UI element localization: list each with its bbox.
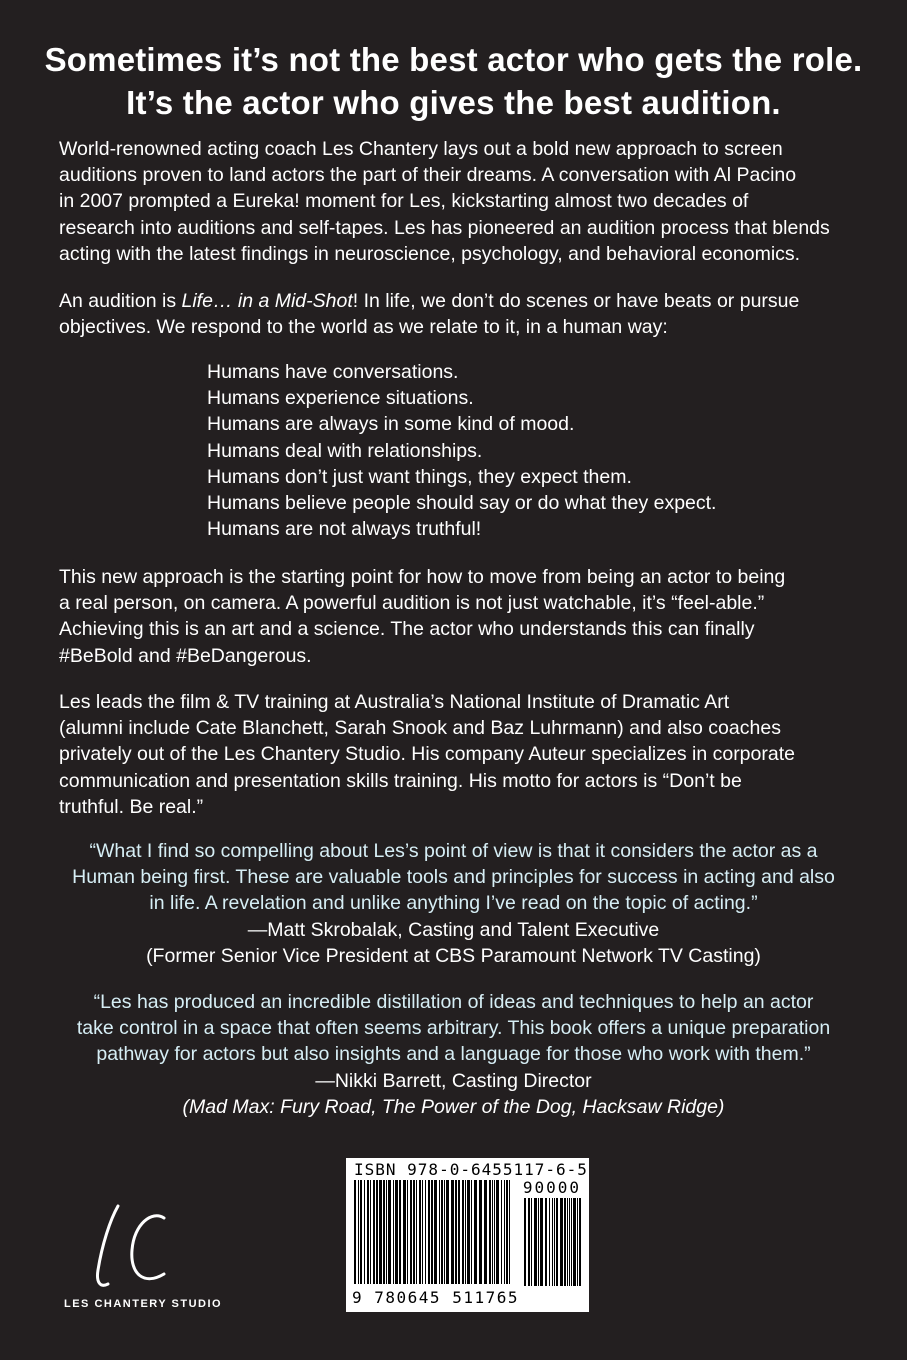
barcode-bar [416,1180,417,1284]
barcode-bar [376,1180,378,1284]
barcode-bar [509,1180,510,1284]
barcode-bar [474,1180,477,1284]
barcode-bar [434,1180,437,1284]
quote-attribution: —Nikki Barrett, Casting Director [315,1069,592,1092]
barcode-bar [455,1180,457,1284]
approach-paragraph [59,564,859,669]
barcode-bar [489,1180,491,1284]
barcode-bar [479,1180,482,1284]
addon-bar [560,1198,563,1286]
addon-bar [552,1198,553,1286]
text-line [59,288,859,314]
isbn-label: ISBN 978-0-6455117-6-5 [354,1160,588,1179]
barcode-bar [403,1180,406,1284]
addon-bar [534,1198,537,1286]
text-line: World-renowned acting coach Les Chantery lays out a bold new approach to screen [59,138,783,160]
audition-paragraph [59,288,859,340]
list-item: Humans are always in some kind of mood. [207,413,575,436]
addon-bar [573,1198,576,1286]
text-line: objectives. We respond to the world as we relate to it, in a human way: [59,316,668,339]
barcode-bar [492,1180,493,1284]
list-item: Humans don’t just want things, they expect them. [207,465,632,488]
addon-bar [567,1198,568,1286]
barcode-bar [446,1180,449,1284]
barcode-bar [467,1180,470,1284]
humans-list [207,359,716,542]
barcode-bar [462,1180,464,1284]
list-item: Humans believe people should say or do what they expect. [207,492,717,515]
studio-name: LES CHANTERY STUDIO [64,1298,223,1310]
quote-attribution-detail: (Mad Max: Fury Road, The Power of the Dog, Hacksaw Ridge) [182,1095,725,1118]
addon-bar [569,1198,570,1286]
list-item: Humans deal with relationships. [207,439,483,462]
headline [0,38,907,124]
quote-line: “What I find so compelling about Les’s point of view is that it considers the actor as a [89,840,818,862]
barcode-bar [428,1180,430,1284]
barcode-bar [360,1180,362,1284]
barcode-bar [395,1180,398,1284]
barcode-bar [501,1180,502,1284]
quote-line: take control in a space that often seems arbitrary. This book offers a unique preparation [76,1017,831,1040]
addon-bar [571,1198,572,1286]
addon-number: 90000 [522,1178,581,1197]
text-line: auditions proven to land actors the part of their dreams. A conversation with Al Pacino [59,164,797,187]
barcode-bar [393,1180,394,1284]
barcode-bar [354,1180,356,1284]
headline-line-2: It’s the actor who gives the best audition. [126,84,781,121]
barcode-bar [471,1180,472,1284]
audition-prefix: An audition is [59,290,182,312]
text-line: Achieving this is an art and a science. The actor who understands this can finally [59,618,755,641]
barcode-bar [383,1180,385,1284]
barcode-bar [419,1180,421,1284]
barcode-bar [506,1180,508,1284]
testimonial-1 [40,838,867,969]
addon-bar [538,1198,539,1286]
barcode-bar [425,1180,426,1284]
list-item: Humans experience situations. [207,387,474,410]
addon-bar [531,1198,532,1286]
barcode-bar [439,1180,440,1284]
list-item: Humans are not always truthful! [207,518,482,541]
addon-bar [564,1198,566,1286]
barcode-bar [441,1180,443,1284]
addon-bar [540,1198,543,1286]
text-line: acting with the latest findings in neuroscience, psychology, and behavioral economics. [59,242,801,265]
barcode-bar [494,1180,495,1284]
barcode-bar [358,1180,359,1284]
barcode-bars [352,1180,584,1288]
quote-attribution: —Matt Skrobalak, Casting and Talent Executive [247,918,660,941]
text-line: in 2007 prompted a Eureka! moment for Les, kickstarting almost two decades of [59,190,749,213]
barcode-bar [379,1180,382,1284]
text-line: #BeBold and #BeDangerous. [59,644,312,667]
book-title: Life… in a Mid-Shot [181,290,353,312]
text-line: privately out of the Les Chantery Studio. His company Auteur specializes in corporate [59,743,795,766]
addon-bar [545,1198,547,1286]
text-line: a real person, on camera. A powerful audition is not just watchable, it’s “feel-able.” [59,592,765,615]
barcode-bar [444,1180,445,1284]
quote-line: “Les has produced an incredible distillation of ideas and techniques to help an actor [93,991,814,1013]
barcode-bar [484,1180,487,1284]
text-line: truthful. Be real.” [59,795,204,818]
intro-paragraph [59,136,859,267]
isbn-barcode [346,1158,589,1312]
quote-line: in life. A revelation and unlike anything I’ve read on the topic of acting.” [149,892,758,915]
barcode-bar [410,1180,412,1284]
bio-paragraph [59,689,859,820]
text-line: research into auditions and self-tapes. Les has pioneered an audition process that blends [59,216,830,239]
addon-bar [577,1198,578,1286]
audition-suffix: ! In life, we don’t do scenes or have beats or pursue [352,290,800,312]
headline-line-1: Sometimes it’s not the best actor who gets the role. [44,41,863,78]
quote-attribution-detail: (Former Senior Vice President at CBS Paramount Network TV Casting) [146,944,761,967]
addon-bar [528,1198,530,1286]
text-line: Les leads the film & TV training at Australia’s National Institute of Dramatic Art [59,691,730,713]
addon-bar [556,1198,558,1286]
barcode-bar [422,1180,423,1284]
text-line: (alumni include Cate Blanchett, Sarah Snook and Baz Luhrmann) and also coaches [59,717,781,740]
barcode-bar [451,1180,454,1284]
ean-number: 9 780645 511765 [352,1288,519,1307]
barcode-bar [399,1180,401,1284]
text-line: communication and presentation skills training. His motto for actors is “Don’t be [59,769,742,792]
testimonial-2 [40,989,867,1120]
barcode-bar [373,1180,375,1284]
text-line: This new approach is the starting point for how to move from being an actor to being [59,566,786,588]
barcode-bar [413,1180,415,1284]
barcode-bar [407,1180,408,1284]
barcode-bar [458,1180,460,1284]
addon-bar [549,1198,550,1286]
addon-bar [524,1198,526,1286]
addon-bar [579,1198,581,1286]
quote-line: pathway for actors but also insights and a language for those who work with them.” [96,1043,811,1066]
quote-line: Human being first. These are valuable tools and principles for success in acting and also [72,866,835,889]
barcode-bar [370,1180,371,1284]
lc-monogram-icon [60,1200,220,1300]
barcode-bar [465,1180,466,1284]
addon-bar [554,1198,555,1286]
barcode-bar [496,1180,499,1284]
list-item: Humans have conversations. [207,361,459,383]
barcode-bar [504,1180,505,1284]
barcode-bar [388,1180,391,1284]
barcode-bar [364,1180,365,1284]
barcode-bar [431,1180,433,1284]
barcode-bar [386,1180,387,1284]
barcode-bar [367,1180,369,1284]
